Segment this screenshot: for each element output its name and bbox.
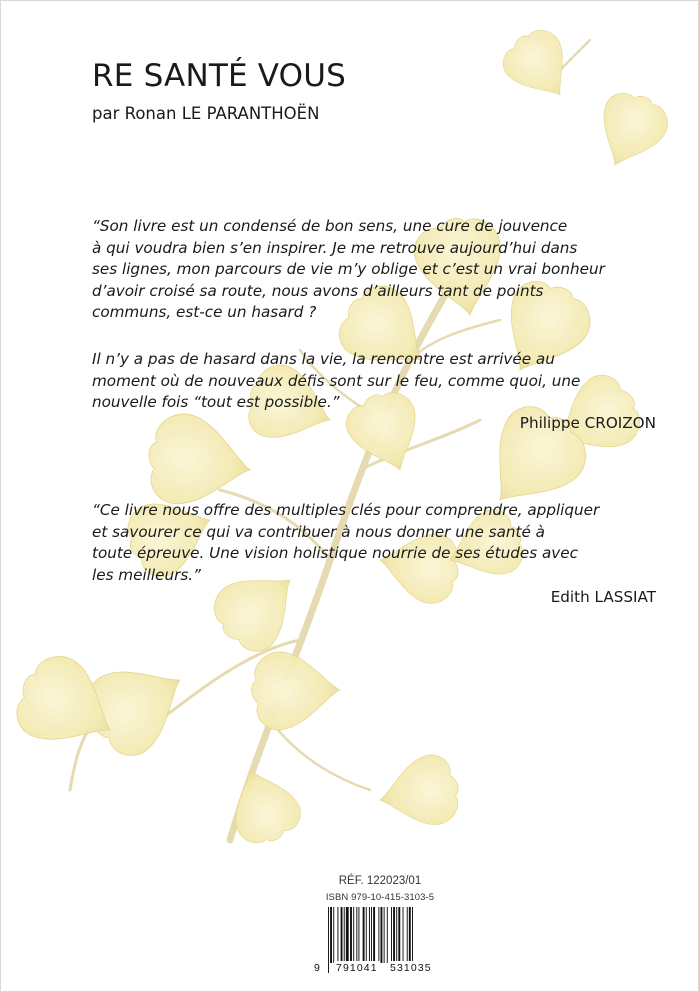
quote-line: à qui voudra bien s’en inspirer. Je me retrouve aujourd’hui dans <box>92 238 578 257</box>
barcode-lead-digit: 9 <box>314 962 321 974</box>
quote-line: et savourer ce qui va contribuer à nous donner une santé à <box>92 522 545 541</box>
barcode-right-digits: 531035 <box>390 962 432 974</box>
quote-line: Il n’y a pas de hasard dans la vie, la rencontre est arrivée au <box>92 350 555 368</box>
quote-line: ses lignes, mon parcours de vie m’y oblige et c’est un vrai bonheur <box>92 260 605 278</box>
quote-line: “Son livre est un condensé de bon sens, une cure de jouvence <box>92 217 568 235</box>
barcode-left-digits: 791041 <box>336 962 378 974</box>
quote-line: communs, est-ce un hasard ? <box>92 303 317 321</box>
quote-2 <box>92 349 580 414</box>
quote-3 <box>92 500 599 586</box>
quote-1 <box>92 216 605 324</box>
ginkgo-leaves <box>3 21 675 851</box>
quote-author-croizon: Philippe CROIZON <box>519 414 656 432</box>
quote-line: d’avoir croisé sa route, nous avons d’ailleurs tant de points <box>92 281 544 300</box>
author-byline: par Ronan LE PARANTHOËN <box>92 104 320 123</box>
quote-line: moment où de nouveaux défis sont sur le feu, comme quoi, une <box>92 371 581 390</box>
quote-line: nouvelle fois “tout est possible.” <box>92 393 340 411</box>
book-title: RE SANTÉ VOUS <box>92 58 347 94</box>
quote-author-lassiat: Edith LASSIAT <box>550 588 656 606</box>
quote-line: “Ce livre nous offre des multiples clés pour comprendre, appliquer <box>92 501 600 519</box>
reference-number: RÉF. 122023/01 <box>338 875 422 887</box>
isbn-number: ISBN 979-10-415-3103-5 <box>325 892 435 903</box>
quote-line: les meilleurs.” <box>92 565 201 584</box>
isbn-barcode-block <box>314 875 446 983</box>
quote-line: toute épreuve. Une vision holistique nourrie de ses études avec <box>92 544 578 562</box>
